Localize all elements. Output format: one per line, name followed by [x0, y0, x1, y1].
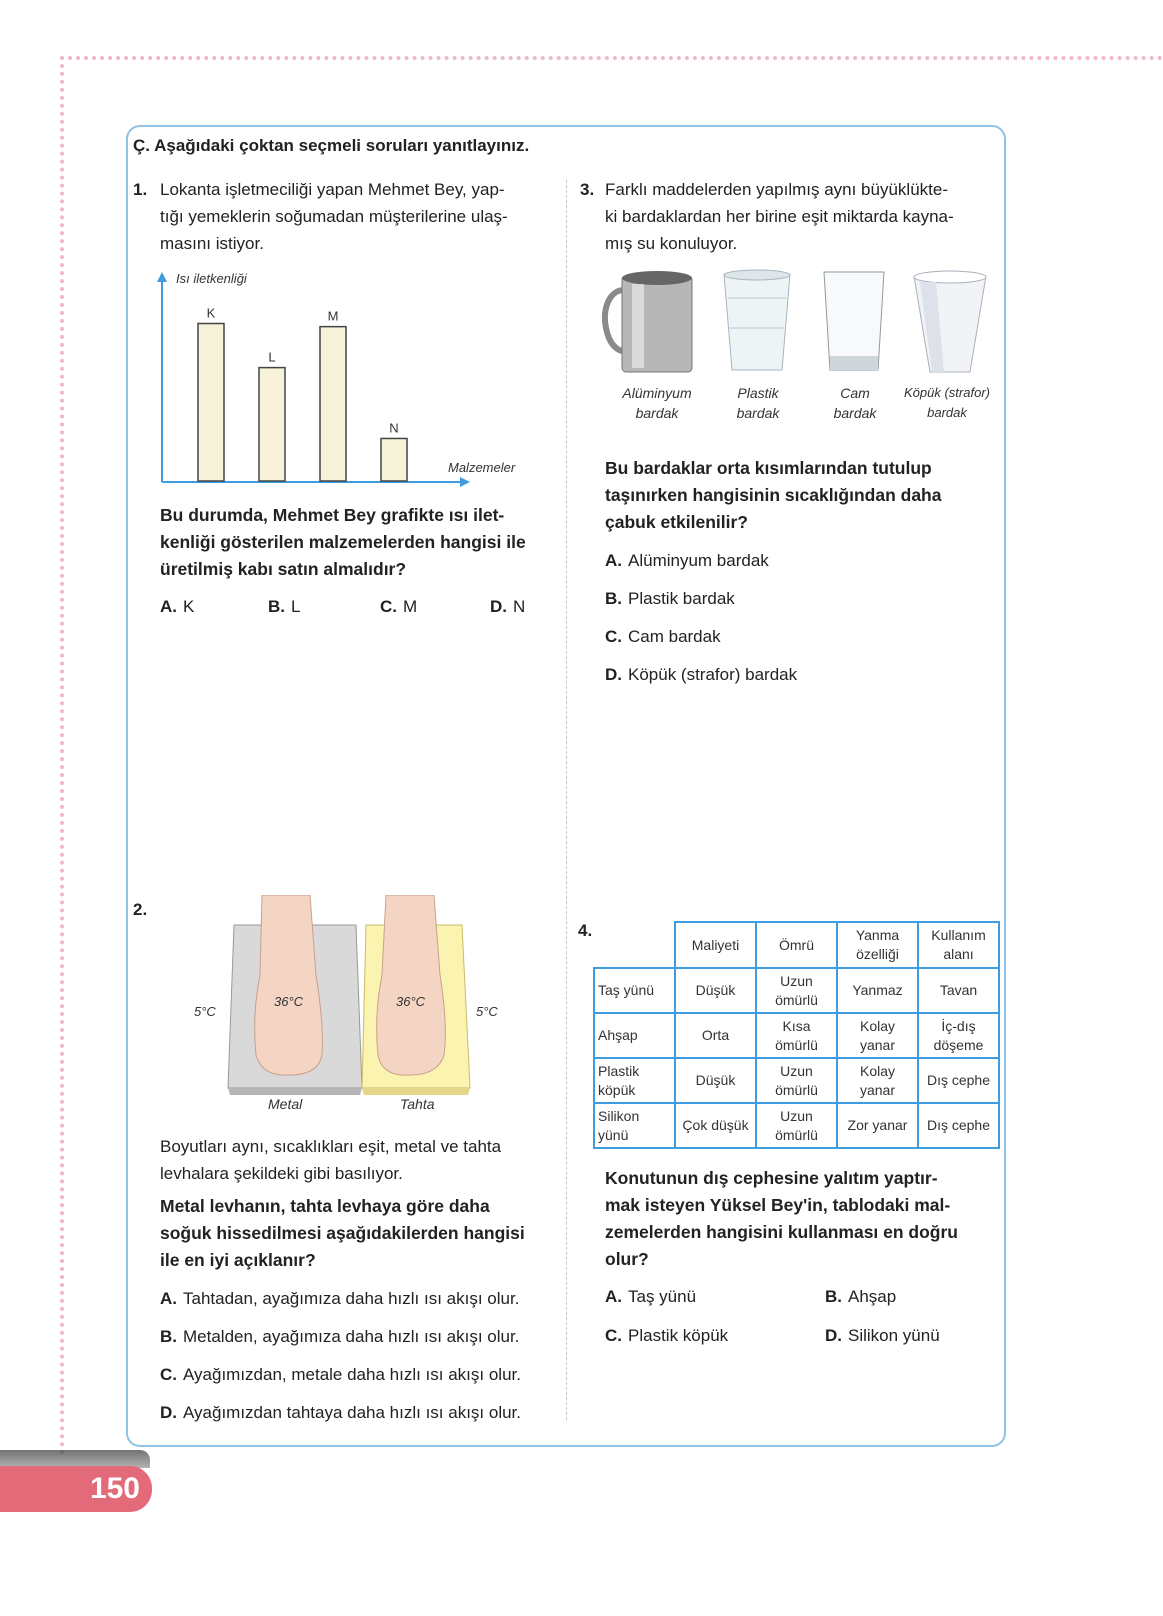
- cup-caption-line: Köpük (strafor): [904, 385, 990, 400]
- q4-question: [605, 1165, 998, 1273]
- cup-caption-aluminum: [605, 383, 709, 423]
- option-letter: D.: [605, 665, 622, 684]
- q2-line: levhalara şekildeki gibi basılıyor.: [160, 1164, 403, 1183]
- row-header: [594, 1103, 675, 1148]
- cell-line: Kısa: [782, 1017, 811, 1034]
- table-header: [918, 922, 999, 968]
- q3-option-c[interactable]: [605, 627, 721, 647]
- q1-question-line: kenliği gösterilen malzemelerden hangisi ile: [160, 532, 526, 552]
- table-header: [837, 922, 918, 968]
- right-foot-temp: 36°C: [396, 994, 426, 1009]
- q3-question-line: Bu bardaklar orta kısımlarından tutulup: [605, 458, 932, 478]
- cell-line: Uzun: [780, 1107, 813, 1124]
- left-env-temp: 5°C: [194, 1004, 216, 1019]
- option-letter: C.: [380, 597, 397, 616]
- table-cell: [675, 968, 756, 1013]
- header-line: Ömrü: [779, 936, 814, 953]
- table-corner: [594, 922, 675, 968]
- q2-option-a[interactable]: [160, 1289, 519, 1309]
- header-line: Maliyeti: [691, 936, 740, 953]
- option-letter: B.: [605, 589, 622, 608]
- q3-line: Farklı maddelerden yapılmış aynı büyüklükte-: [605, 180, 948, 199]
- bar-n: [381, 438, 407, 481]
- q2-question-line: soğuk hissedilmesi aşağıdakilerden hangisi: [160, 1223, 525, 1243]
- table-cell: [918, 1058, 999, 1103]
- cell-line: Zor yanar: [847, 1117, 908, 1133]
- table-cell: [756, 1013, 837, 1058]
- q4-question-line: olur?: [605, 1249, 649, 1269]
- wood-caption: Tahta: [400, 1096, 435, 1112]
- right-foot: [377, 895, 446, 1075]
- header-line: özelliği: [856, 946, 899, 962]
- q1-option-d[interactable]: [490, 597, 525, 617]
- row-header: [594, 1013, 675, 1058]
- bar-label-k: K: [206, 305, 216, 321]
- aluminum-cup-icon: [605, 271, 692, 372]
- q3-question-line: taşınırken hangisinin sıcaklığından daha: [605, 485, 942, 505]
- header-line: Yanma: [855, 927, 900, 943]
- option-text: N: [513, 597, 526, 616]
- q2-text: [160, 1133, 565, 1187]
- q1-line: tığı yemeklerin soğumadan müşterilerine ulaş-: [160, 207, 508, 226]
- option-text: Plastik bardak: [628, 589, 735, 608]
- q4-question-line: zemelerden hangisini kullanması en doğru: [605, 1222, 958, 1242]
- option-text: Köpük (strafor) bardak: [628, 665, 798, 684]
- left-foot: [255, 895, 323, 1075]
- q3-number: 3.: [580, 180, 595, 199]
- bar-m: [320, 327, 346, 481]
- feet-on-plates-illustration: [190, 895, 530, 1120]
- column-divider: [566, 180, 567, 1420]
- cell-line: Taş yünü: [598, 982, 655, 998]
- cell-line: Uzun: [780, 1062, 813, 1079]
- table-header: [675, 922, 756, 968]
- q1-text: [160, 176, 560, 257]
- cell-line: İç-dış: [941, 1017, 976, 1034]
- cell-line: döşeme: [933, 1036, 984, 1053]
- cup-caption-glass: [812, 383, 898, 423]
- dotted-border-top: [60, 56, 1163, 60]
- wood-plate-edge: [362, 1088, 470, 1095]
- right-env-temp: 5°C: [476, 1004, 498, 1019]
- table-cell: [756, 1058, 837, 1103]
- option-letter: A.: [605, 1287, 622, 1306]
- cell-line: ömürlü: [775, 991, 818, 1008]
- option-text: Ahşap: [848, 1287, 897, 1306]
- cell-line: yünü: [598, 1126, 629, 1143]
- option-text: Ayağımızdan, metale daha hızlı ısı akışı olur.: [183, 1365, 521, 1384]
- option-text: Tahtadan, ayağımıza daha hızlı ısı akışı olur.: [183, 1289, 520, 1308]
- q1-question-line: üretilmiş kabı satın almalıdır?: [160, 559, 407, 579]
- cell-line: Düşük: [695, 1072, 736, 1088]
- option-letter: C.: [605, 627, 622, 646]
- q1-line: Lokanta işletmeciliği yapan Mehmet Bey, yap-: [160, 180, 505, 199]
- table-cell: [837, 968, 918, 1013]
- q2-option-d[interactable]: [160, 1403, 521, 1423]
- header-line: Kullanım: [931, 927, 986, 943]
- table-cell: [675, 1013, 756, 1058]
- q3-text: [605, 176, 1000, 257]
- q3-question: [605, 455, 998, 536]
- cell-line: Dış cephe: [926, 1072, 991, 1088]
- option-letter: A.: [605, 551, 622, 570]
- cup-caption-line: Plastik: [737, 385, 779, 401]
- left-foot-temp: 36°C: [274, 994, 304, 1009]
- q2-number: 2.: [133, 900, 148, 919]
- table-cell: [756, 968, 837, 1013]
- table-cell: [756, 1103, 837, 1148]
- q1-option-b[interactable]: [268, 597, 300, 617]
- cell-line: Düşük: [695, 982, 736, 998]
- section-heading: Ç. Aşağıdaki çoktan seçmeli soruları yanıtlayınız.: [133, 136, 530, 155]
- cell-line: Yanmaz: [852, 982, 903, 998]
- q4-option-c[interactable]: [605, 1326, 728, 1346]
- q1-number: 1.: [133, 180, 148, 199]
- q3-option-d[interactable]: [605, 665, 797, 685]
- cell-line: ömürlü: [775, 1126, 818, 1143]
- option-text: Cam bardak: [628, 627, 721, 646]
- option-letter: C.: [605, 1326, 622, 1345]
- cell-line: ömürlü: [775, 1036, 818, 1053]
- q3-line: mış su konuluyor.: [605, 234, 738, 253]
- q3-option-a[interactable]: [605, 551, 769, 571]
- option-text: K: [183, 597, 195, 616]
- bar-label-n: N: [389, 420, 399, 436]
- q4-option-d[interactable]: [825, 1326, 940, 1346]
- cell-line: yanar: [859, 1036, 896, 1053]
- y-axis-label: Isı iletkenliği: [176, 271, 247, 286]
- option-text: Ayağımızdan tahtaya daha hızlı ısı akışı olur.: [183, 1403, 521, 1422]
- q1-question-line: Bu durumda, Mehmet Bey grafikte ısı ilet-: [160, 505, 505, 525]
- q1-option-c[interactable]: [380, 597, 417, 617]
- cell-line: Kolay: [859, 1017, 896, 1034]
- row-header: [594, 1058, 675, 1103]
- q4-question-line: mak isteyen Yüksel Bey'in, tablodaki mal-: [605, 1195, 951, 1215]
- glass-cup-icon: [824, 272, 884, 370]
- table-row: [594, 968, 999, 1013]
- q4-question-line: Konutunun dış cephesine yalıtım yaptır-: [605, 1168, 938, 1188]
- option-text: Plastik köpük: [628, 1326, 729, 1345]
- page-number-text: 150: [89, 1472, 140, 1505]
- insulation-materials-table: [593, 921, 1000, 1149]
- bar-label-l: L: [268, 349, 276, 365]
- table-row: [594, 1058, 999, 1103]
- q4-number: 4.: [578, 921, 593, 940]
- metal-caption: Metal: [268, 1096, 303, 1112]
- heat-conductivity-chart: [150, 262, 550, 497]
- cup-caption-line: Cam: [840, 385, 870, 401]
- row-header: [594, 968, 675, 1013]
- table-cell: [675, 1103, 756, 1148]
- cell-line: Orta: [701, 1027, 730, 1043]
- option-text: L: [291, 597, 301, 616]
- option-letter: D.: [160, 1403, 177, 1422]
- foam-cup-icon: [914, 271, 986, 372]
- bar-label-m: M: [327, 308, 339, 324]
- cell-line: Plastik: [598, 1062, 640, 1079]
- bar-group: [198, 306, 407, 482]
- cup-caption-line: bardak: [927, 405, 967, 420]
- q2-line: Boyutları aynı, sıcaklıkları eşit, metal ve tahta: [160, 1137, 502, 1156]
- cell-line: Uzun: [780, 972, 813, 989]
- metal-plate-edge: [228, 1088, 362, 1095]
- header-line: alanı: [943, 946, 974, 962]
- cup-caption-line: Alüminyum: [622, 385, 692, 401]
- q1-question: [160, 502, 565, 583]
- q3-option-b[interactable]: [605, 589, 735, 609]
- table-row: [594, 1103, 999, 1148]
- option-text: Metalden, ayağımıza daha hızlı ısı akışı olur.: [183, 1327, 520, 1346]
- table-cell: [918, 1013, 999, 1058]
- option-text: Alüminyum bardak: [628, 551, 769, 570]
- table-cell: [837, 1103, 918, 1148]
- q2-question-line: Metal levhanın, tahta levhaya göre daha: [160, 1196, 490, 1216]
- cell-line: Ahşap: [598, 1027, 638, 1043]
- cups-illustration: [598, 268, 998, 378]
- q2-question: [160, 1193, 565, 1274]
- q2-option-b[interactable]: [160, 1327, 519, 1347]
- dotted-border-left: [60, 56, 64, 1456]
- cell-line: Dış cephe: [926, 1117, 991, 1133]
- cup-caption-foam: [894, 383, 1000, 423]
- table-cell: [837, 1058, 918, 1103]
- cup-caption-line: bardak: [635, 405, 679, 421]
- table-header: [756, 922, 837, 968]
- option-letter: A.: [160, 1289, 177, 1308]
- q1-line: masını istiyor.: [160, 234, 264, 253]
- cell-line: köpük: [598, 1081, 636, 1098]
- q3-line: ki bardaklardan her birine eşit miktarda kayna-: [605, 207, 954, 226]
- q4-option-b[interactable]: [825, 1287, 896, 1307]
- table-cell: [837, 1013, 918, 1058]
- option-letter: B.: [160, 1327, 177, 1346]
- cup-caption-line: bardak: [736, 405, 780, 421]
- x-axis-label: Malzemeler: [448, 460, 516, 475]
- table-cell: [918, 1103, 999, 1148]
- option-letter: D.: [490, 597, 507, 616]
- bar-k: [198, 324, 224, 482]
- bar-l: [259, 368, 285, 481]
- option-letter: B.: [268, 597, 285, 616]
- option-text: M: [403, 597, 418, 616]
- option-letter: A.: [160, 597, 177, 616]
- cell-line: yanar: [859, 1081, 896, 1098]
- q4-option-a[interactable]: [605, 1287, 696, 1307]
- table-row: [594, 1013, 999, 1058]
- x-axis-arrow: [460, 477, 470, 487]
- q3-question-line: çabuk etkilenilir?: [605, 512, 748, 532]
- option-letter: B.: [825, 1287, 842, 1306]
- cup-caption-plastic: [712, 383, 804, 423]
- option-letter: C.: [160, 1365, 177, 1384]
- cup-caption-line: bardak: [833, 405, 877, 421]
- option-text: Silikon yünü: [848, 1326, 940, 1345]
- q2-question-line: ile en iyi açıklanır?: [160, 1250, 316, 1270]
- cell-line: Silikon: [598, 1107, 640, 1124]
- y-axis-arrow: [157, 272, 167, 282]
- option-letter: D.: [825, 1326, 842, 1345]
- cell-line: ömürlü: [775, 1081, 818, 1098]
- q1-option-a[interactable]: [160, 597, 194, 617]
- page-number: [0, 1466, 152, 1512]
- cell-line: Tavan: [939, 982, 978, 998]
- cell-line: Kolay: [859, 1062, 896, 1079]
- cell-line: Çok düşük: [682, 1117, 749, 1133]
- table-cell: [918, 968, 999, 1013]
- table-cell: [675, 1058, 756, 1103]
- option-text: Taş yünü: [628, 1287, 697, 1306]
- plastic-cup-icon: [724, 270, 790, 370]
- q2-option-c[interactable]: [160, 1365, 521, 1385]
